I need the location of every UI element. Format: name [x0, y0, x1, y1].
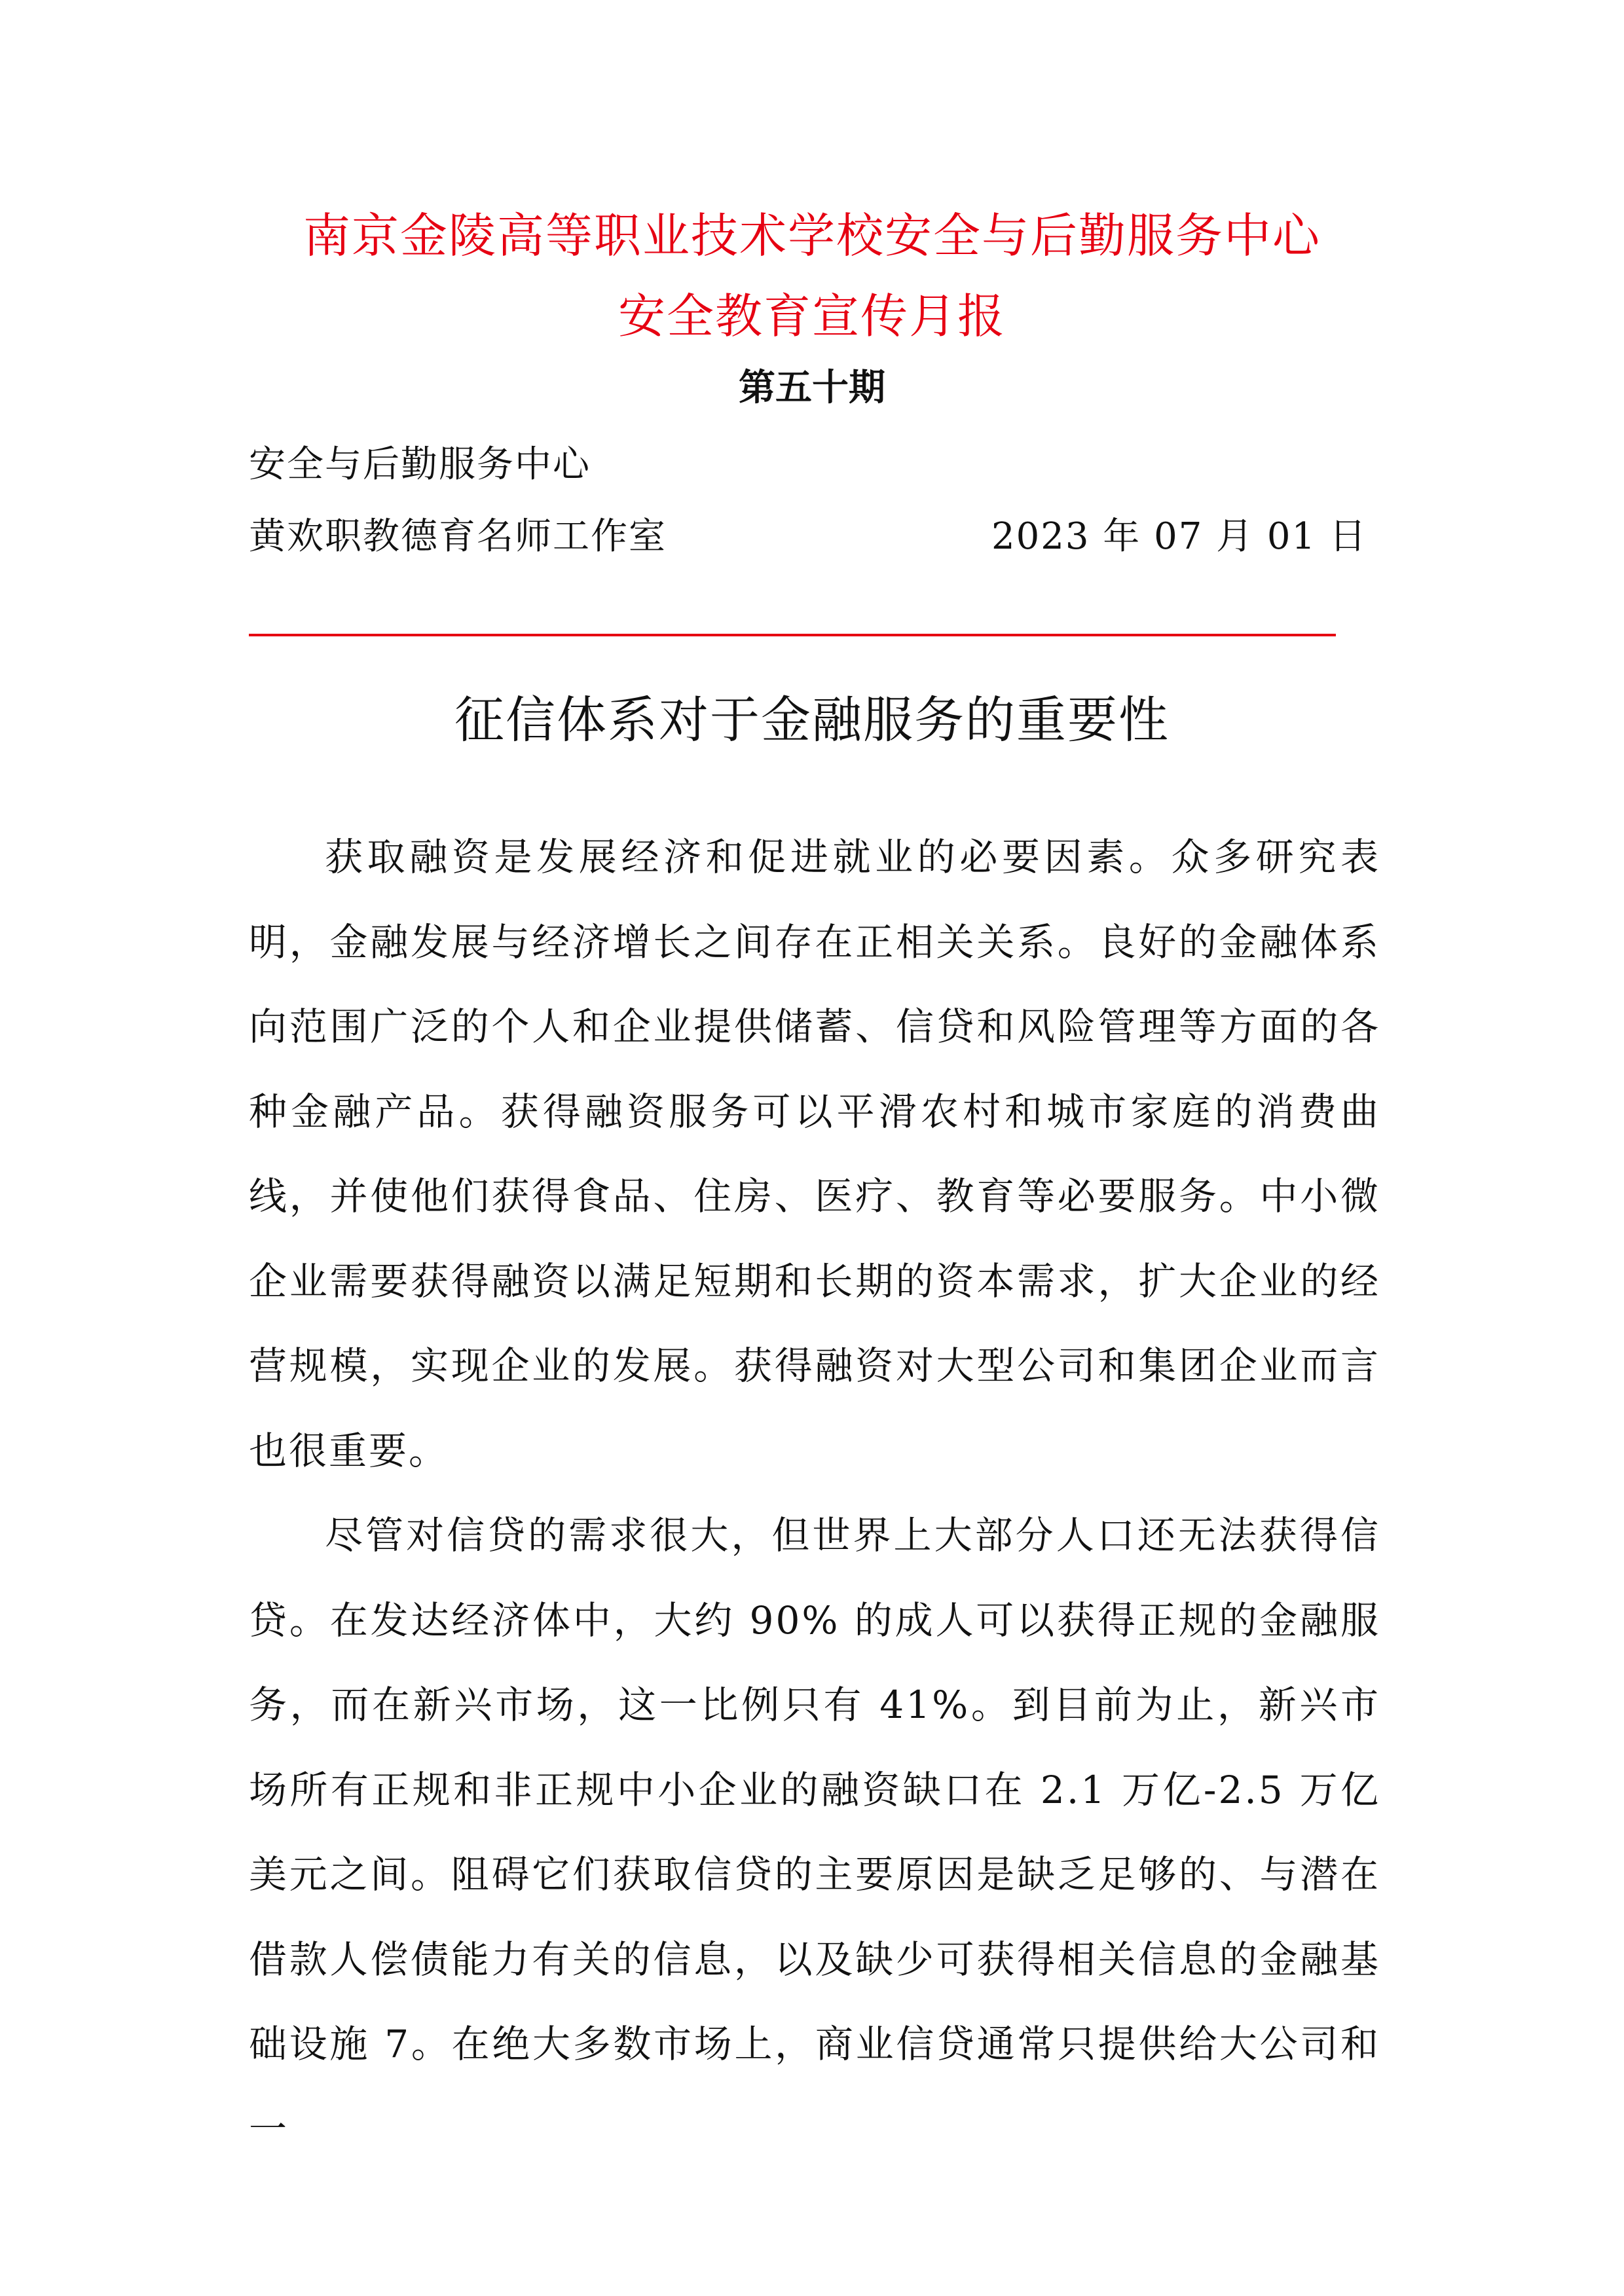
- article-body: [249, 815, 1380, 2172]
- publish-date: 2023 年 07 月 01 日: [991, 515, 1367, 558]
- studio-name: 黄欢职教德育名师工作室: [249, 515, 667, 558]
- department-name: 安全与后勤服务中心: [249, 443, 591, 486]
- article-paragraph-1: 获取融资是发展经济和促进就业的必要因素。众多研究表明，金融发展与经济增长之间存在正相关关系。良好的金融体系向范围广泛的个人和企业提供储蓄、信贷和风险管理等方面的各种金融产品。获得融资服务可以平滑农村和城市家庭的消费曲线，并使他们获得食品、住房、医疗、教育等必要服务。中小微企业需要获得融资以满足短期和长期的资本需求，扩大企业的经营规模，实现企业的发展。获得融资对大型公司和集团企业而言也很重要。: [249, 835, 1380, 1473]
- article-paragraph-2: 尽管对信贷的需求很大，但世界上大部分人口还无法获得信贷。在发达经济体中，大约 90% 的成人可以获得正规的金融服务，而在新兴市场，这一比例只有 41%。到目前为止，新兴市场所有正规和非正规中小企业的融资缺口在 2.1 万亿-2.5 万亿美元之间。阻碍它们获取信贷的主要原因是缺乏足够的、与潜在借款人偿债能力有关的信息，以及缺少可获得相关信息的金融基础设施 7。在绝大多数市场上，商业信贷通常只提供给大公司和一: [249, 1513, 1380, 2151]
- issue-number: 第五十期: [739, 367, 885, 409]
- article-title: 征信体系对于金融服务的重要性: [454, 691, 1170, 749]
- header-divider: [249, 634, 1336, 636]
- header-title-line1: 南京金陵高等职业技术学校安全与后勤服务中心: [303, 208, 1321, 263]
- header-title-line2: 安全教育宣传月报: [618, 289, 1006, 344]
